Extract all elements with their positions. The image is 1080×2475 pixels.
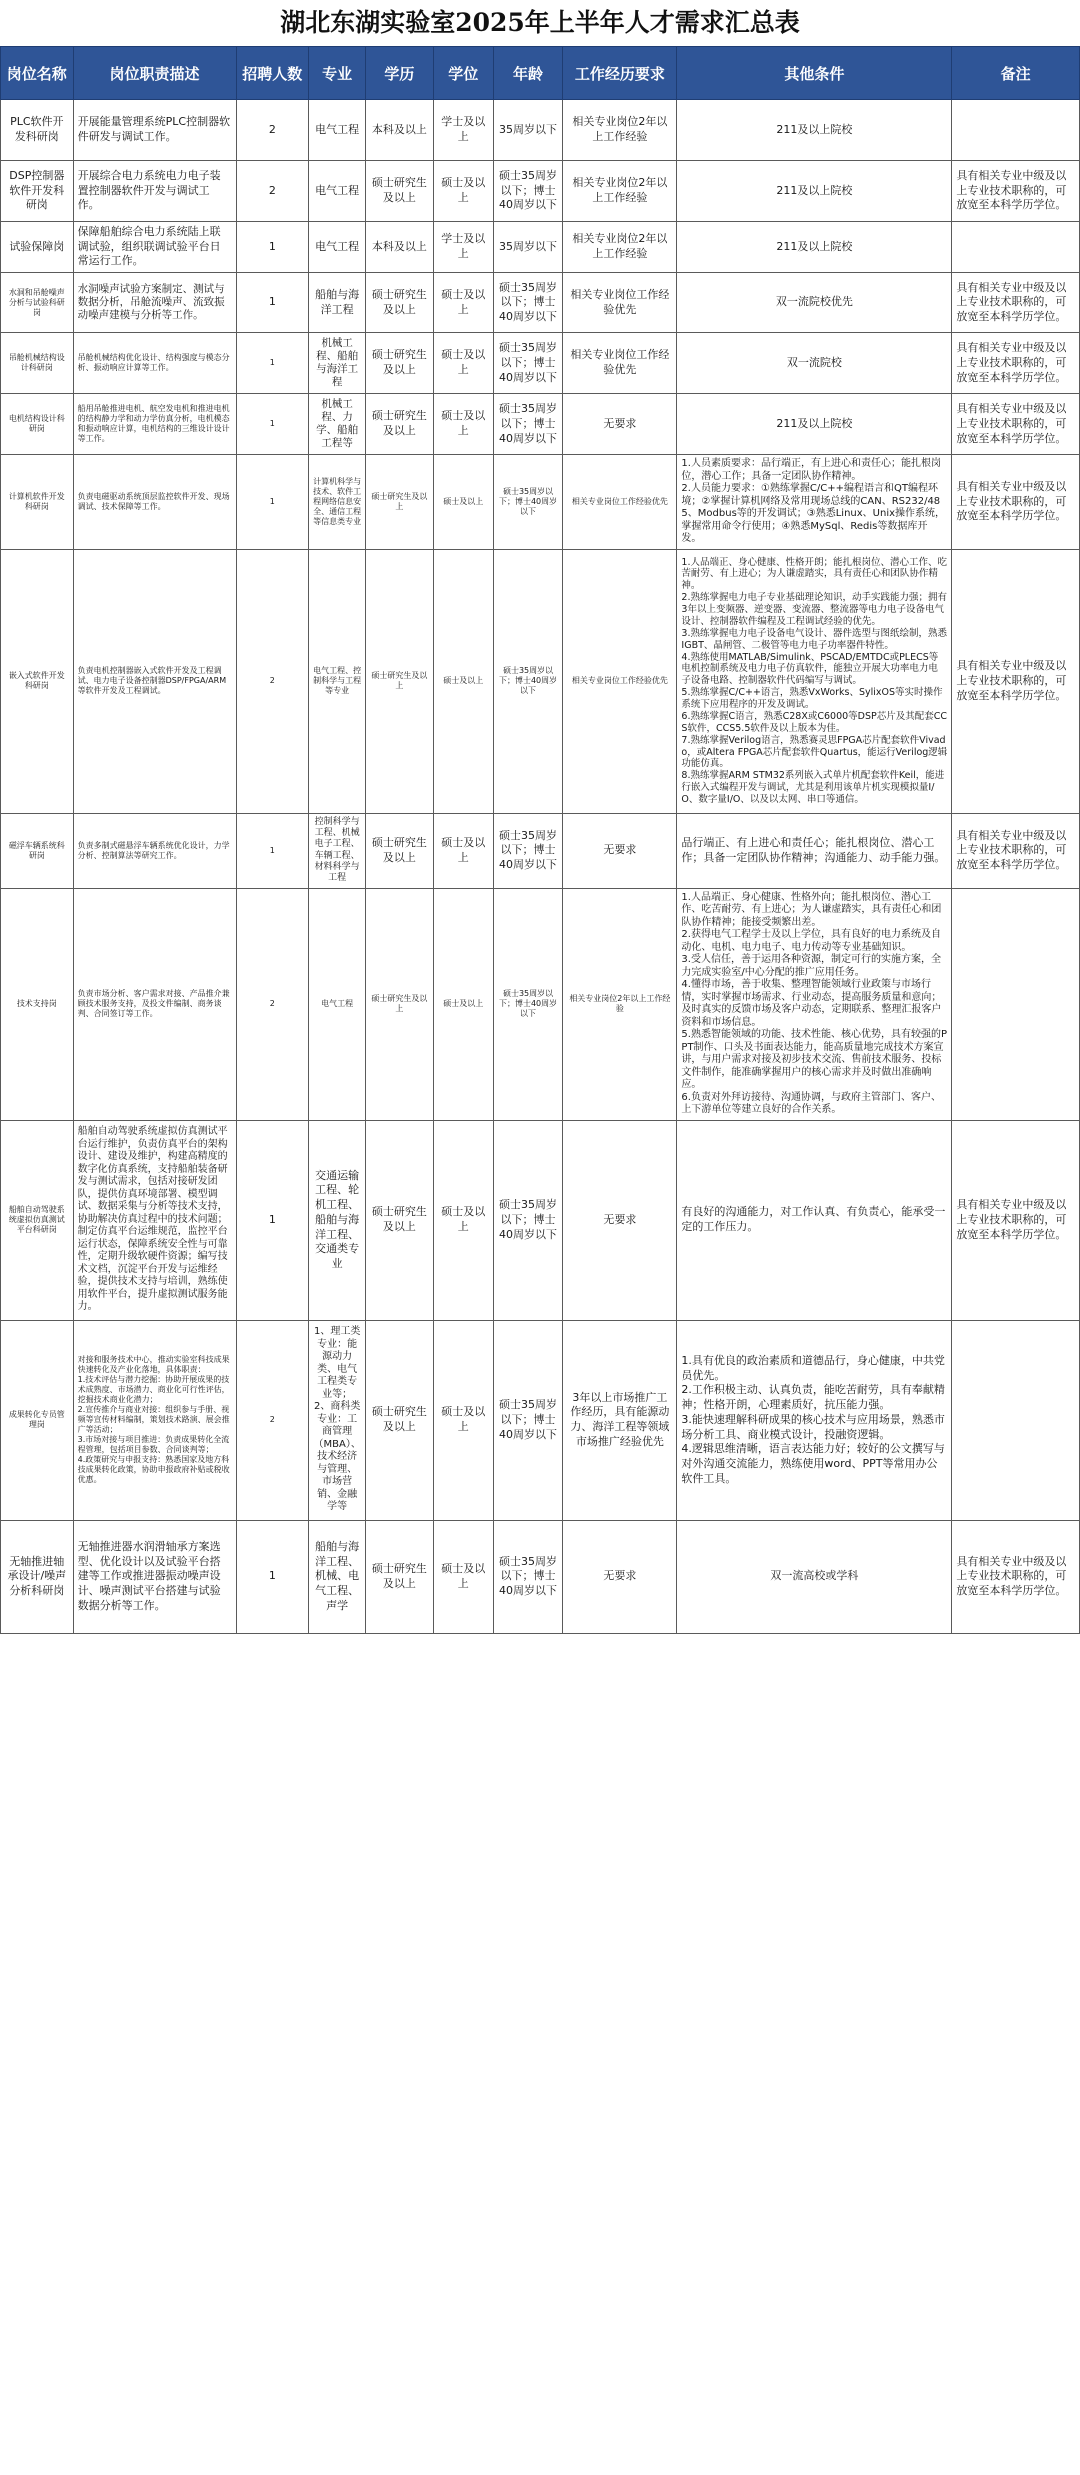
cell-major: 1、理工类专业：能源动力类、电气工程类专业等； 2、商科类专业：工商管理（MBA）、技术经济与管理、市场营销、金融学等 xyxy=(309,1320,366,1520)
cell-duty: 开展综合电力系统电力电子装置控制器软件开发与调试工作。 xyxy=(73,161,236,222)
page-title: 湖北东湖实验室2025年上半年人才需求汇总表 xyxy=(280,8,800,37)
cell-degree: 学士及以上 xyxy=(433,100,493,161)
cell-education: 硕士研究生及以上 xyxy=(366,1120,433,1320)
other-condition-line: 211及以上院校 xyxy=(776,416,853,430)
cell-count: 2 xyxy=(236,1320,309,1520)
cell-count: 2 xyxy=(236,888,309,1120)
header-age: 年龄 xyxy=(493,47,563,100)
cell-major: 机械工程、力学、船舶工程等 xyxy=(309,394,366,455)
cell-count: 2 xyxy=(236,100,309,161)
cell-age: 硕士35周岁以下；博士40周岁以下 xyxy=(493,455,563,550)
cell-degree: 硕士及以上 xyxy=(433,1320,493,1520)
cell-education: 硕士研究生及以上 xyxy=(366,394,433,455)
cell-education: 硕士研究生及以上 xyxy=(366,1320,433,1520)
cell-degree: 硕士及以上 xyxy=(433,273,493,333)
cell-education: 硕士研究生及以上 xyxy=(366,273,433,333)
cell-position-name: 计算机软件开发科研岗 xyxy=(1,455,74,550)
cell-position-name: 试验保障岗 xyxy=(1,222,74,273)
cell-major: 计算机科学与技术、软件工程网络信息安全、通信工程等信息类专业 xyxy=(309,455,366,550)
other-condition-line: 1.人品端正、身心健康、性格开朗；能扎根岗位、潜心工作、吃苦耐劳、有上进心；为人谦虚踏实，具有责任心和团队协作精神。 xyxy=(681,556,947,592)
other-condition-line: 1.具有优良的政治素质和道德品行，身心健康，中共党员优先。 xyxy=(681,1353,945,1382)
other-condition-line: 2.工作积极主动、认真负责，能吃苦耐劳，具有奉献精神；性格开朗，心理素质好，抗压能力强。 xyxy=(681,1383,945,1412)
cell-position-name: 磁浮车辆系统科研岗 xyxy=(1,813,74,888)
cell-note xyxy=(952,100,1080,161)
table-row xyxy=(1,1520,1080,1633)
other-condition-line: 双一流院校 xyxy=(786,355,842,369)
cell-count: 1 xyxy=(236,333,309,394)
cell-other-conditions xyxy=(677,813,952,888)
cell-major: 机械工程、船舶与海洋工程 xyxy=(309,333,366,394)
other-condition-line: 5.熟练掌握C/C++语言，熟悉VxWorks、SylixOS等实时操作系统下应用程序的开发及调试。 xyxy=(681,687,943,711)
cell-experience: 相关专业岗位工作经验优先 xyxy=(563,273,677,333)
other-condition-line: 7.熟练掌握Verilog语言，熟悉赛灵思FPGA芯片配套软件Vivado，或Altera FPGA芯片配套软件Quartus，能运行Verilog逻辑功能仿真。 xyxy=(681,734,948,770)
other-condition-line: 1.人品端正、身心健康、性格外向；能扎根岗位、潜心工作、吃苦耐劳、有上进心；为人谦虚踏实，具有责任心和团队协作精神；能接受频繁出差。 xyxy=(681,891,942,928)
cell-count: 2 xyxy=(236,549,309,813)
cell-degree: 硕士及以上 xyxy=(433,549,493,813)
cell-note: 具有相关专业中级及以上专业技术职称的，可放宽至本科学历学位。 xyxy=(952,161,1080,222)
table-row xyxy=(1,222,1080,273)
cell-note: 具有相关专业中级及以上专业技术职称的，可放宽至本科学历学位。 xyxy=(952,549,1080,813)
cell-degree: 硕士及以上 xyxy=(433,161,493,222)
cell-note: 具有相关专业中级及以上专业技术职称的，可放宽至本科学历学位。 xyxy=(952,1520,1080,1633)
table-row xyxy=(1,888,1080,1120)
cell-count: 1 xyxy=(236,1520,309,1633)
cell-education: 硕士研究生及以上 xyxy=(366,549,433,813)
cell-experience: 相关专业岗位2年以上工作经验 xyxy=(563,222,677,273)
other-condition-line: 211及以上院校 xyxy=(776,122,853,136)
header-degree: 学位 xyxy=(433,47,493,100)
cell-position-name: PLC软件开发科研岗 xyxy=(1,100,74,161)
cell-experience: 无要求 xyxy=(563,1120,677,1320)
cell-note xyxy=(952,222,1080,273)
table-row xyxy=(1,394,1080,455)
other-condition-line: 品行端正、有上进心和责任心；能扎根岗位、潜心工作；具备一定团队协作精神；沟通能力、动手能力强。 xyxy=(681,835,946,864)
cell-other-conditions xyxy=(677,273,952,333)
other-condition-line: 5.熟悉智能领域的功能、技术性能、核心优势，具有较强的PPT制作、口头及书面表达能力，能高质量地完成技术方案宣讲，与用户需求对接及初步技术交流、售前技术服务、投标文件制作，能准确掌握用户的核心需求并及时做出准确响应。 xyxy=(681,1029,947,1091)
cell-other-conditions xyxy=(677,394,952,455)
header-note: 备注 xyxy=(952,47,1080,100)
cell-duty: 水洞噪声试验方案制定、测试与数据分析，吊舱流噪声、流致振动噪声建模与分析等工作。 xyxy=(73,273,236,333)
other-condition-line: 3.熟练掌握电力电子设备电气设计、器件选型与图纸绘制，熟悉IGBT、晶闸管、二极管等电力电子功率器件特性。 xyxy=(681,627,947,651)
cell-major: 电气工程 xyxy=(309,100,366,161)
header-count: 招聘人数 xyxy=(236,47,309,100)
cell-experience: 无要求 xyxy=(563,813,677,888)
table-row xyxy=(1,161,1080,222)
table-row xyxy=(1,455,1080,550)
cell-experience: 相关专业岗位工作经验优先 xyxy=(563,455,677,550)
cell-experience: 无要求 xyxy=(563,1520,677,1633)
other-condition-line: 4.熟练使用MATLAB/Simulink、PSCAD/EMTDC或PLECS等电机控制系统及电力电子仿真软件，能独立开展大功率电力电子设备电路、控制器软件代码编写与调试。 xyxy=(681,651,939,687)
cell-other-conditions xyxy=(677,161,952,222)
cell-experience: 相关专业岗位2年以上工作经验 xyxy=(563,888,677,1120)
cell-duty: 船舶自动驾驶系统虚拟仿真测试平台运行维护，负责仿真平台的架构设计、建设及维护，构建高精度的数字化仿真系统，支持船舶装备研发与测试需求，包括对接研发团队，提供仿真环境部署、模型调试、数据采集与分析等技术支持，协助解决仿真过程中的技术问题；制定仿真平台运维规范，监控平台运行状态，保障系统安全性与可靠性，定期升级软硬件资源；编写技术文档，沉淀平台开发与运维经验，提供技术支持与培训，熟练使用软件平台，提升虚拟测试服务能力。 xyxy=(73,1120,236,1320)
cell-note xyxy=(952,1320,1080,1520)
cell-education: 硕士研究生及以上 xyxy=(366,888,433,1120)
cell-position-name: 技术支持岗 xyxy=(1,888,74,1120)
table-row xyxy=(1,549,1080,813)
other-condition-line: 2.熟练掌握电力电子专业基础理论知识，动手实践能力强；拥有3年以上变频器、逆变器、变流器、整流器等电力电子设备电气设计、控制器软件编程及工程调试经验的优先。 xyxy=(681,592,947,627)
cell-other-conditions xyxy=(677,1320,952,1520)
cell-age: 硕士35周岁以下；博士40周岁以下 xyxy=(493,1320,563,1520)
other-condition-line: 2.人员能力要求：①熟练掌握C/C++编程语言和QT编程环境；②掌握计算机网络及常用现场总线的CAN、RS232/485、Modbus等的开发调试；③熟悉Linux、Unix操作系统，掌握常用命令行使用；④熟悉MySql、Redis等数据库开发。 xyxy=(681,483,946,545)
cell-age: 硕士35周岁以下；博士40周岁以下 xyxy=(493,273,563,333)
header-education: 学历 xyxy=(366,47,433,100)
cell-experience: 相关专业岗位2年以上工作经验 xyxy=(563,161,677,222)
cell-other-conditions xyxy=(677,100,952,161)
cell-major: 船舶与海洋工程、机械、电气工程、声学 xyxy=(309,1520,366,1633)
table-row xyxy=(1,273,1080,333)
cell-note: 具有相关专业中级及以上专业技术职称的，可放宽至本科学历学位。 xyxy=(952,394,1080,455)
cell-note: 具有相关专业中级及以上专业技术职称的，可放宽至本科学历学位。 xyxy=(952,273,1080,333)
cell-experience: 相关专业岗位工作经验优先 xyxy=(563,549,677,813)
cell-duty: 负责电机控制器嵌入式软件开发及工程调试、电力电子设备控制器DSP/FPGA/ARM等软件开发及工程调试。 xyxy=(73,549,236,813)
other-condition-line: 211及以上院校 xyxy=(776,239,853,253)
header-duty: 岗位职责描述 xyxy=(73,47,236,100)
other-condition-line: 6.负责对外拜访接待、沟通协调，与政府主管部门、客户、上下游单位等建立良好的合作关系。 xyxy=(681,1091,941,1116)
table-row xyxy=(1,1120,1080,1320)
cell-count: 1 xyxy=(236,455,309,550)
header-other: 其他条件 xyxy=(677,47,952,100)
cell-degree: 硕士及以上 xyxy=(433,1520,493,1633)
cell-note: 具有相关专业中级及以上专业技术职称的，可放宽至本科学历学位。 xyxy=(952,813,1080,888)
cell-count: 1 xyxy=(236,394,309,455)
cell-note xyxy=(952,888,1080,1120)
cell-education: 硕士研究生及以上 xyxy=(366,1520,433,1633)
cell-age: 35周岁以下 xyxy=(493,222,563,273)
cell-degree: 学士及以上 xyxy=(433,222,493,273)
talent-demand-table xyxy=(0,46,1080,1634)
other-condition-line: 4.懂得市场，善于收集、整理智能领域行业政策与市场行情，实时掌握市场需求、行业动态，提高服务质量和意向；及时真实的反馈市场及客户动态，定期联系、整理汇报客户资料和市场信息。 xyxy=(681,979,942,1028)
cell-position-name: 嵌入式软件开发科研岗 xyxy=(1,549,74,813)
cell-position-name: 水洞和吊舱噪声分析与试验科研岗 xyxy=(1,273,74,333)
cell-major: 控制科学与工程、机械电子工程、车辆工程、材料科学与工程 xyxy=(309,813,366,888)
other-condition-line: 4.逻辑思维清晰，语言表达能力好；较好的公文撰写与对外沟通交流能力，熟练使用word、PPT等常用办公软件工具。 xyxy=(681,1442,945,1485)
cell-education: 硕士研究生及以上 xyxy=(366,813,433,888)
cell-age: 硕士35周岁以下；博士40周岁以下 xyxy=(493,888,563,1120)
cell-major: 交通运输工程、轮机工程、船舶与海洋工程、交通类专业 xyxy=(309,1120,366,1320)
cell-age: 硕士35周岁以下；博士40周岁以下 xyxy=(493,1120,563,1320)
cell-other-conditions xyxy=(677,888,952,1120)
cell-other-conditions xyxy=(677,333,952,394)
cell-degree: 硕士及以上 xyxy=(433,333,493,394)
cell-age: 硕士35周岁以下；博士40周岁以下 xyxy=(493,394,563,455)
other-condition-line: 2.获得电气工程学士及以上学位，具有良好的电力系统及自动化、电机、电力电子、电力传动等专业基础知识。 xyxy=(681,929,941,953)
cell-degree: 硕士及以上 xyxy=(433,888,493,1120)
cell-experience: 无要求 xyxy=(563,394,677,455)
cell-experience: 3年以上市场推广工作经历，具有能源动力、海洋工程等领域市场推广经验优先 xyxy=(563,1320,677,1520)
cell-education: 硕士研究生及以上 xyxy=(366,161,433,222)
cell-duty: 负责市场分析、客户需求对接、产品推介兼顾技术服务支持，及投文件编制、商务谈判、合同签订等工作。 xyxy=(73,888,236,1120)
cell-note: 具有相关专业中级及以上专业技术职称的，可放宽至本科学历学位。 xyxy=(952,455,1080,550)
other-condition-line: 6.熟练掌握C语言，熟悉C28X或C6000等DSP芯片及其配套CCS软件，CCS5.5软件及以上版本为佳。 xyxy=(681,710,948,734)
cell-experience: 相关专业岗位2年以上工作经验 xyxy=(563,100,677,161)
cell-major: 电气工程 xyxy=(309,161,366,222)
table-row xyxy=(1,1320,1080,1520)
cell-position-name: 船舶自动驾驶系统虚拟仿真测试平台科研岗 xyxy=(1,1120,74,1320)
header-position: 岗位名称 xyxy=(1,47,74,100)
other-condition-line: 8.熟练掌握ARM STM32系列嵌入式单片机配套软件Keil，能进行嵌入式编程开发与调试，尤其是利用该单片机实现模拟量I/O、数字量I/O、以及以太网、串口等通信。 xyxy=(681,770,945,806)
cell-count: 1 xyxy=(236,222,309,273)
cell-degree: 硕士及以上 xyxy=(433,1120,493,1320)
other-condition-line: 211及以上院校 xyxy=(776,183,853,197)
cell-note: 具有相关专业中级及以上专业技术职称的，可放宽至本科学历学位。 xyxy=(952,333,1080,394)
cell-position-name: DSP控制器软件开发科研岗 xyxy=(1,161,74,222)
cell-position-name: 吊舱机械结构设计科研岗 xyxy=(1,333,74,394)
cell-duty: 保障船舶综合电力系统陆上联调试验，组织联调试验平台日常运行工作。 xyxy=(73,222,236,273)
cell-age: 硕士35周岁以下；博士40周岁以下 xyxy=(493,1520,563,1633)
cell-position-name: 电机结构设计科研岗 xyxy=(1,394,74,455)
cell-education: 硕士研究生及以上 xyxy=(366,333,433,394)
cell-duty: 负责多制式磁悬浮车辆系统优化设计，力学分析、控制算法等研究工作。 xyxy=(73,813,236,888)
cell-age: 硕士35周岁以下；博士40周岁以下 xyxy=(493,333,563,394)
cell-major: 电气工程 xyxy=(309,888,366,1120)
table-row xyxy=(1,100,1080,161)
cell-position-name: 成果转化专员管理岗 xyxy=(1,1320,74,1520)
cell-duty: 对接和服务技术中心，推动实验室科技成果快速转化及产业化落地，具体职责： 1.技术评估与潜力挖掘：协助开展成果的技术成熟度、市场潜力、商业化可行性评估，挖掘技术商业化潜力； 2.宣传推介与商业对接：组织参与手册、视频等宣传材料编制，策划技术路演、展会推广等活动； 3.市场对接与项目推进：负责成果转化全流程管理，包括项目参数、合同谈判等； 4.政策研究与申报支持：熟悉国家及地方科技成果转化政策，协助申报政府补贴或税收优惠。 xyxy=(73,1320,236,1520)
cell-duty: 无轴推进器水润滑轴承方案选型、优化设计以及试验平台搭建等工作或推进器振动噪声设计、噪声测试平台搭建与试验数据分析等工作。 xyxy=(73,1520,236,1633)
cell-degree: 硕士及以上 xyxy=(433,455,493,550)
other-condition-line: 双一流院校优先 xyxy=(775,295,853,309)
other-condition-line: 3.能快速理解科研成果的核心技术与应用场景，熟悉市场分析工具、商业模式设计，投融资逻辑。 xyxy=(681,1412,945,1441)
other-condition-line: 3.受人信任，善于运用各种资源，制定可行的实施方案，全力完成实验室/中心分配的推广应用任务。 xyxy=(681,954,941,978)
cell-age: 硕士35周岁以下；博士40周岁以下 xyxy=(493,813,563,888)
cell-other-conditions xyxy=(677,549,952,813)
table-header-row xyxy=(1,47,1080,100)
cell-degree: 硕士及以上 xyxy=(433,394,493,455)
cell-other-conditions xyxy=(677,455,952,550)
cell-other-conditions xyxy=(677,1120,952,1320)
cell-count: 1 xyxy=(236,273,309,333)
cell-note: 具有相关专业中级及以上专业技术职称的，可放宽至本科学历学位。 xyxy=(952,1120,1080,1320)
cell-other-conditions xyxy=(677,1520,952,1633)
cell-count: 2 xyxy=(236,161,309,222)
cell-major: 船舶与海洋工程 xyxy=(309,273,366,333)
cell-education: 本科及以上 xyxy=(366,100,433,161)
cell-experience: 相关专业岗位工作经验优先 xyxy=(563,333,677,394)
cell-age: 硕士35周岁以下；博士40周岁以下 xyxy=(493,161,563,222)
cell-age: 35周岁以下 xyxy=(493,100,563,161)
cell-major: 电气工程、控制科学与工程等专业 xyxy=(309,549,366,813)
cell-duty: 开展能量管理系统PLC控制器软件研发与调试工作。 xyxy=(73,100,236,161)
cell-duty: 船用吊舱推进电机、航空发电机和推进电机的结构静力学和动力学仿真分析，电机模态和振动响应计算，电机结构的三维设计设计等工作。 xyxy=(73,394,236,455)
other-condition-line: 1.人员素质要求：品行端正，有上进心和责任心；能扎根岗位，潜心工作；具备一定团队协作精神。 xyxy=(681,458,941,482)
header-major: 专业 xyxy=(309,47,366,100)
cell-major: 电气工程 xyxy=(309,222,366,273)
cell-education: 硕士研究生及以上 xyxy=(366,455,433,550)
table-row xyxy=(1,333,1080,394)
table-row xyxy=(1,813,1080,888)
cell-position-name: 无轴推进轴承设计/噪声分析科研岗 xyxy=(1,1520,74,1633)
cell-education: 本科及以上 xyxy=(366,222,433,273)
other-condition-line: 双一流高校或学科 xyxy=(770,1569,859,1583)
cell-duty: 吊舱机械结构优化设计、结构强度与模态分析、振动响应计算等工作。 xyxy=(73,333,236,394)
cell-count: 1 xyxy=(236,1120,309,1320)
cell-age: 硕士35周岁以下；博士40周岁以下 xyxy=(493,549,563,813)
cell-duty: 负责电磁驱动系统顶层监控软件开发、现场调试、技术保障等工作。 xyxy=(73,455,236,550)
other-condition-line: 有良好的沟通能力，对工作认真、有负责心，能承受一定的工作压力。 xyxy=(681,1205,946,1234)
header-experience: 工作经历要求 xyxy=(563,47,677,100)
cell-other-conditions xyxy=(677,222,952,273)
cell-count: 1 xyxy=(236,813,309,888)
cell-degree: 硕士及以上 xyxy=(433,813,493,888)
